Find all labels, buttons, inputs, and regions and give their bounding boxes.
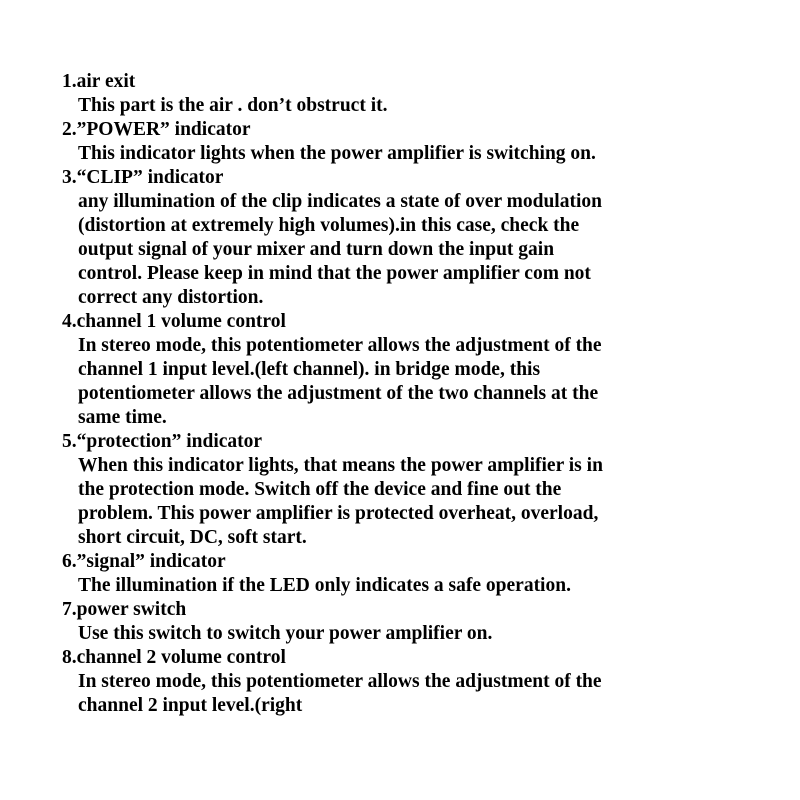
description-line: the protection mode. Switch off the device and fine out the (78, 479, 562, 500)
item-signal-indicator (62, 550, 782, 598)
description-line: channel 1 input level.(left channel). in bridge mode, this (78, 359, 541, 380)
item-channel-1-volume (62, 310, 782, 430)
item-description (62, 190, 782, 310)
item-air-exit (62, 70, 782, 118)
description-line: control. Please keep in mind that the power amplifier com not (78, 263, 591, 284)
item-heading: 8.channel 2 volume control (62, 647, 286, 668)
item-description (62, 574, 782, 598)
description-line: potentiometer allows the adjustment of the two channels at the (78, 383, 599, 404)
item-protection-indicator (62, 430, 782, 550)
item-description (62, 94, 782, 118)
item-power-switch (62, 598, 782, 646)
description-line: In stereo mode, this potentiometer allows the adjustment of the (78, 335, 602, 356)
description-line: This part is the air . don’t obstruct it. (78, 95, 388, 116)
item-description (62, 334, 782, 430)
item-description (62, 622, 782, 646)
item-description (62, 670, 782, 718)
description-line: This indicator lights when the power amplifier is switching on. (78, 143, 596, 164)
description-line: any illumination of the clip indicates a state of over modulation (78, 191, 602, 212)
description-line: (distortion at extremely high volumes).in this case, check the (78, 215, 580, 236)
description-line: The illumination if the LED only indicates a safe operation. (78, 575, 571, 596)
description-line: problem. This power amplifier is protected overheat, overload, (78, 503, 599, 524)
item-heading: 6.”signal” indicator (62, 551, 226, 572)
description-line: same time. (78, 407, 167, 428)
description-line: output signal of your mixer and turn down the input gain (78, 239, 555, 260)
item-heading: 7.power switch (62, 599, 187, 620)
item-description (62, 142, 782, 166)
description-line: When this indicator lights, that means the power amplifier is in (78, 455, 603, 476)
description-line: correct any distortion. (78, 287, 264, 308)
item-heading: 3.“CLIP” indicator (62, 167, 224, 188)
item-channel-2-volume (62, 646, 782, 718)
description-line: channel 2 input level.(right (78, 695, 303, 716)
item-heading: 4.channel 1 volume control (62, 311, 286, 332)
manual-page (62, 70, 782, 718)
item-heading: 5.“protection” indicator (62, 431, 263, 452)
item-heading: 2.”POWER” indicator (62, 119, 251, 140)
item-description (62, 454, 782, 550)
description-line: Use this switch to switch your power amplifier on. (78, 623, 493, 644)
description-line: In stereo mode, this potentiometer allows the adjustment of the (78, 671, 602, 692)
item-clip-indicator (62, 166, 782, 310)
item-power-indicator (62, 118, 782, 166)
description-line: short circuit, DC, soft start. (78, 527, 307, 548)
item-heading: 1.air exit (62, 71, 136, 92)
